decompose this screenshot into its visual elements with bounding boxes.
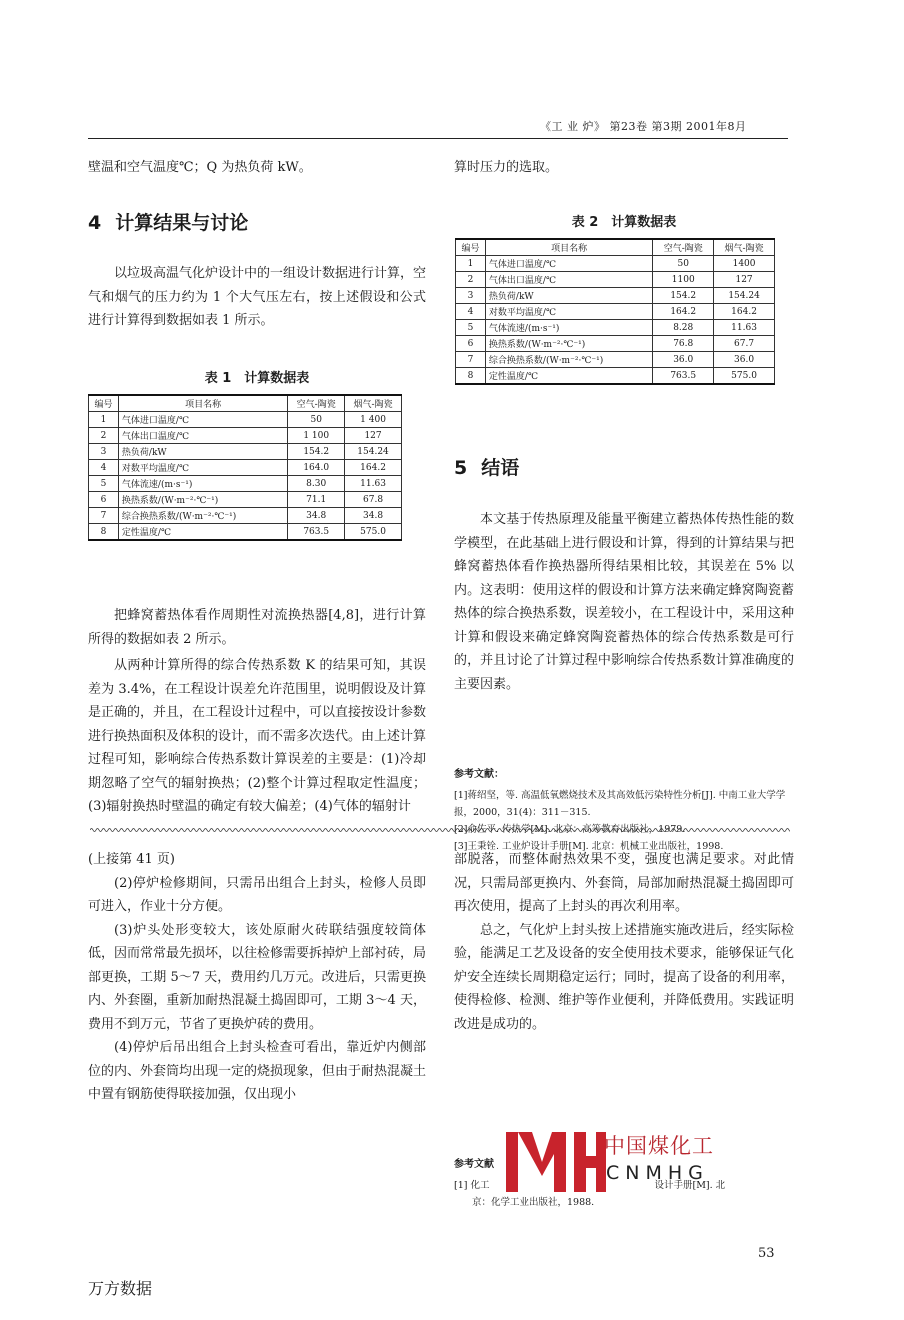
wavy-separator	[90, 826, 790, 834]
table2-cell: 气体进口温度/℃	[485, 256, 652, 272]
table2-cell: 127	[714, 272, 775, 288]
table2-cell: 3	[456, 288, 486, 304]
table1-cell: 154.24	[345, 444, 402, 460]
section5-para1: 本文基于传热原理及能量平衡建立蓄热体传热性能的数学模型，在此基础上进行假设和计算，得到的计算结果与把蜂窝蓄热体看作换热器所得结果相比较，其误差在 5% 以内。这表明：使用这样的假设和计算方法来确定蜂窝陶瓷蓄热体的综合换热系数，误差较小，在工程设计中，采用这种计算和假设来确定蜂窝陶瓷蓄热体的综合传热系数是可行的，并且讨论了计算过程中影响综合传热系数计算准确度的主要因素。	[454, 512, 794, 692]
lower-ref1-end: 设计手册[M]. 北	[654, 1180, 726, 1191]
table1-cell: 50	[288, 412, 345, 428]
section5-heading	[454, 453, 519, 480]
table1-cell: 3	[89, 444, 119, 460]
table1-cell: 127	[345, 428, 402, 444]
table1-cell: 6	[89, 492, 119, 508]
right-intro-line: 算时压力的选取。	[454, 160, 559, 175]
lower-right-para: 总之，气化炉上封头按上述措施实施改进后，经实际检验，能满足工艺及设备的安全使用技术要求，能够保证气化炉安全连续长周期稳定运行；同时，提高了设备的利用率，使得检修、检测、维护等作业便利，并降低费用。实践证明改进是成功的。	[454, 922, 794, 1032]
lower-ref1-line2: 京：化学工业出版社，1988.	[472, 1197, 595, 1208]
table2-cell: 1	[456, 256, 486, 272]
table1-cell: 154.2	[288, 444, 345, 460]
table1-row	[89, 524, 402, 541]
table1-cell: 定性温度/℃	[118, 524, 287, 541]
table1-header-cell: 编号	[89, 395, 119, 412]
table2-row	[456, 256, 775, 272]
table1-cell: 5	[89, 476, 119, 492]
table2-row	[456, 368, 775, 385]
table2-cell: 8	[456, 368, 486, 385]
lower-references-title: 参考文献	[454, 1159, 494, 1170]
table2-cell: 定性温度/℃	[485, 368, 652, 385]
table1-cell: 34.8	[345, 508, 402, 524]
table1-cell: 7	[89, 508, 119, 524]
header-rule	[88, 138, 788, 139]
lower-right-para: 部脱落，而整体耐热效果不变，强度也满足要求。对此情况，只需局部更换内、外套筒，局部加耐热混凝土捣固即可再次使用，提高了上封头的再次利用率。	[454, 852, 794, 914]
continued-note: (上接第 41 页)	[88, 852, 175, 867]
references-title: 参考文献：	[454, 769, 504, 780]
table1-cell: 164.0	[288, 460, 345, 476]
footer-source: 万方数据	[88, 1279, 153, 1298]
section5-title: 结语	[481, 457, 520, 479]
table1-header-row	[89, 395, 402, 412]
table2-caption: 表 2 计算数据表	[571, 215, 677, 230]
table1-cell: 热负荷/kW	[118, 444, 287, 460]
table2-cell: 164.2	[714, 304, 775, 320]
table1-cell: 4	[89, 460, 119, 476]
table1-header-cell: 项目名称	[118, 395, 287, 412]
table2-cell: 5	[456, 320, 486, 336]
table1-row	[89, 508, 402, 524]
table2-cell: 热负荷/kW	[485, 288, 652, 304]
table1-header-cell: 空气-陶瓷	[288, 395, 345, 412]
reference-item: [1]蒋绍坚，等. 高温低氧燃烧技术及其高效低污染特性分析[J]. 中南工业大学学报，2000，31(4)：311－315.	[454, 790, 786, 818]
table2-header-cell: 烟气-陶瓷	[714, 239, 775, 256]
table2-row	[456, 288, 775, 304]
table2-row	[456, 320, 775, 336]
table1-cell: 气体进口温度/℃	[118, 412, 287, 428]
table2-row	[456, 304, 775, 320]
table2-cell: 36.0	[653, 352, 714, 368]
table1-row	[89, 492, 402, 508]
section4-para1: 以垃圾高温气化炉设计中的一组设计数据进行计算，空气和烟气的压力约为 1 个大气压左右，按上述假设和公式进行计算得到数据如表 1 所示。	[88, 266, 427, 328]
table2-row	[456, 352, 775, 368]
table1-row	[89, 476, 402, 492]
table2-cell: 6	[456, 336, 486, 352]
table1-cell: 575.0	[345, 524, 402, 541]
left-intro-line: 壁温和空气温度℃；Q 为热负荷 kW。	[88, 160, 312, 175]
table1-cell: 8.30	[288, 476, 345, 492]
table2-cell: 综合换热系数/(W·m⁻²·℃⁻¹)	[485, 352, 652, 368]
table2-cell: 气体流速/(m·s⁻¹)	[485, 320, 652, 336]
table1-cell: 8	[89, 524, 119, 541]
table2-cell: 36.0	[714, 352, 775, 368]
table1-cell: 气体出口温度/℃	[118, 428, 287, 444]
table1-cell: 2	[89, 428, 119, 444]
journal-header: 《工 业 炉》 第23卷 第3期 2001年8月	[540, 120, 747, 133]
table2-header-cell: 项目名称	[485, 239, 652, 256]
table2-cell: 对数平均温度/℃	[485, 304, 652, 320]
table1-row	[89, 412, 402, 428]
section5-number: 5	[454, 457, 468, 479]
table1-cell: 综合换热系数/(W·m⁻²·℃⁻¹)	[118, 508, 287, 524]
table2-cell: 11.63	[714, 320, 775, 336]
table1-cell: 气体流速/(m·s⁻¹)	[118, 476, 287, 492]
table1-row	[89, 444, 402, 460]
lower-left-block	[88, 848, 426, 1107]
table1-row	[89, 460, 402, 476]
table2-cell: 2	[456, 272, 486, 288]
table1-header-cell: 烟气-陶瓷	[345, 395, 402, 412]
table2-cell: 1400	[714, 256, 775, 272]
lower-left-para: (3)炉头处形变较大，该处原耐火砖联结强度较筒体低，因而常常最先损坏，以往检修需要拆掉炉上部衬砖，局部更换，工期 5～7 天，费用约几万元。改进后，只需更换内、外套圈，重新加耐热混凝土捣固即可，工期 3～4 天，费用不到万元，节省了更换炉砖的费用。	[88, 922, 427, 1032]
lower-right-block	[454, 848, 794, 1036]
table1-cell: 11.63	[345, 476, 402, 492]
table1-row	[89, 428, 402, 444]
table2-cell: 1100	[653, 272, 714, 288]
table1-cell: 34.8	[288, 508, 345, 524]
table1-caption: 表 1 计算数据表	[204, 371, 310, 386]
table2-cell: 气体出口温度/℃	[485, 272, 652, 288]
table2-cell: 76.8	[653, 336, 714, 352]
table2-cell: 575.0	[714, 368, 775, 385]
table1-cell: 换热系数/(W·m⁻²·℃⁻¹)	[118, 492, 287, 508]
table2-header-cell: 编号	[456, 239, 486, 256]
table2-cell: 164.2	[653, 304, 714, 320]
table2-cell: 换热系数/(W·m⁻²·℃⁻¹)	[485, 336, 652, 352]
table2-row	[456, 272, 775, 288]
table2-row	[456, 336, 775, 352]
table2-cell: 763.5	[653, 368, 714, 385]
table2-header-cell: 空气-陶瓷	[653, 239, 714, 256]
reference-item: [2]俞佐平. 传热学[M]. 北京：高等教育出版社，1979.	[454, 824, 686, 835]
watermark-en: CNMHG	[606, 1162, 709, 1184]
table2-cell: 4	[456, 304, 486, 320]
table2-cell: 8.28	[653, 320, 714, 336]
watermark-cn: 中国煤化工	[604, 1134, 714, 1158]
section4-title: 计算结果与讨论	[115, 212, 249, 234]
lower-ref1-start: [1] 化工	[454, 1180, 490, 1191]
section4-heading	[88, 208, 248, 235]
table1-cell: 67.8	[345, 492, 402, 508]
lower-left-para: (4)停炉后吊出组合上封头检查可看出，靠近炉内侧部位的内、外套筒均出现一定的烧损现象，但由于耐热混凝土中置有钢筋使得联接加强，仅出现小	[88, 1040, 427, 1102]
reference-item: [3]王秉铨. 工业炉设计手册[M]. 北京：机械工业出版社，1998.	[454, 841, 724, 852]
table1-cell: 1 400	[345, 412, 402, 428]
table1-cell: 1	[89, 412, 119, 428]
table1-cell: 对数平均温度/℃	[118, 460, 287, 476]
references	[454, 766, 794, 855]
table1-cell: 164.2	[345, 460, 402, 476]
table2-cell: 67.7	[714, 336, 775, 352]
table2-cell: 154.24	[714, 288, 775, 304]
mh-logo-icon	[498, 1128, 608, 1198]
left-para2: 把蜂窝蓄热体看作周期性对流换热器[4,8]，进行计算所得的数据如表 2 所示。	[88, 608, 426, 647]
table2-cell: 50	[653, 256, 714, 272]
table2-header-row	[456, 239, 775, 256]
table1	[88, 394, 402, 541]
table1-cell: 763.5	[288, 524, 345, 541]
table2	[455, 238, 775, 385]
page-number: 53	[758, 1246, 775, 1261]
table1-cell: 71.1	[288, 492, 345, 508]
lower-left-para: (2)停炉检修期间，只需吊出组合上封头，检修人员即可进入，作业十分方便。	[88, 875, 426, 914]
section4-number: 4	[88, 212, 102, 234]
table2-cell: 154.2	[653, 288, 714, 304]
left-para3: 从两种计算所得的综合传热系数 K 的结果可知，其误差为 3.4%，在工程设计误差允许范围里，说明假设及计算是正确的，并且，在工程设计过程中，可以直接按设计参数进行换热面积及体积的设计，而不需多次迭代。由上述计算过程可知，影响综合传热系数计算误差的主要是：(1)冷却期忽略了空气的辐射换热；(2)整个计算过程取定性温度；(3)辐射换热时壁温的确定有较大偏差；(4)气体的辐射计	[88, 658, 427, 814]
table2-cell: 7	[456, 352, 486, 368]
table1-cell: 1 100	[288, 428, 345, 444]
